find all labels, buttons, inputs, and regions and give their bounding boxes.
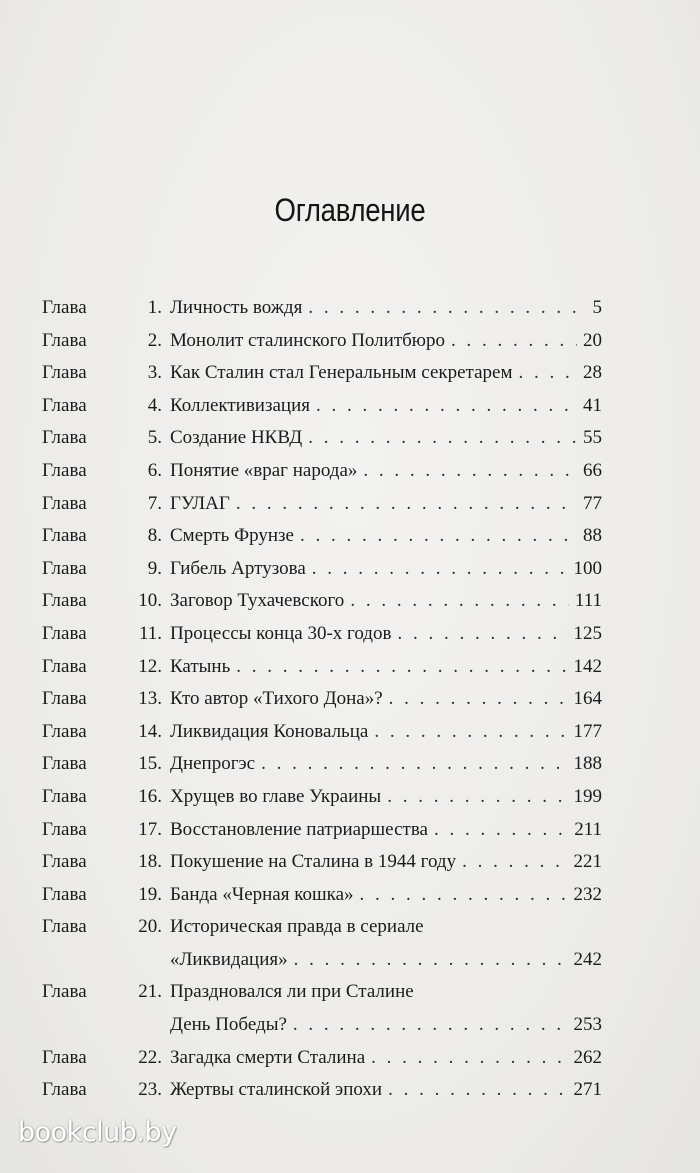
chapter-title: Понятие «враг народа» xyxy=(170,459,358,481)
page-number: 41 xyxy=(583,394,602,416)
toc-entry-line xyxy=(170,325,602,358)
chapter-number: 17. xyxy=(138,818,162,840)
chapter-title: Заговор Тухачевского xyxy=(170,590,345,612)
chapter-number: 12. xyxy=(138,655,162,677)
chapter-word: Глава xyxy=(42,492,87,514)
chapter-number: 1. xyxy=(147,297,162,318)
toc-entry-line xyxy=(170,651,602,684)
page-number: 100 xyxy=(573,557,602,579)
toc-entry xyxy=(42,618,602,651)
chapter-title: ГУЛАГ xyxy=(170,492,230,514)
toc-entry xyxy=(42,422,602,455)
chapter-number: 3. xyxy=(147,362,162,384)
toc-entry xyxy=(42,553,602,586)
chapter-word: Глава xyxy=(42,818,87,840)
page-number: 125 xyxy=(573,622,602,644)
chapter-word: Глава xyxy=(42,916,87,938)
toc-entry-line xyxy=(170,716,602,749)
toc-entry-line xyxy=(170,911,602,944)
chapter-number: 16. xyxy=(138,785,162,807)
toc-entry-line xyxy=(170,879,602,912)
chapter-word: Глава xyxy=(42,329,87,351)
chapter-number: 19. xyxy=(138,883,162,905)
dot-leader xyxy=(308,422,577,455)
chapter-title: Жертвы сталинской эпохи xyxy=(170,1079,383,1101)
chapter-word: Глава xyxy=(42,1079,87,1101)
dot-leader xyxy=(518,357,577,390)
toc-entry xyxy=(42,814,602,847)
toc-entry-line xyxy=(170,1009,602,1042)
chapter-number: 20. xyxy=(138,916,162,938)
toc-entry-line xyxy=(170,944,602,977)
toc-entry-line xyxy=(170,1042,602,1075)
dot-leader xyxy=(434,814,568,847)
toc-entry-line xyxy=(170,553,602,586)
toc-entry-line xyxy=(170,455,602,488)
chapter-title: Праздновался ли при Сталине xyxy=(170,981,414,1003)
toc-entry-line xyxy=(170,520,602,553)
dot-leader xyxy=(293,1009,568,1042)
chapter-number: 10. xyxy=(138,590,162,612)
toc-entry xyxy=(42,455,602,488)
toc-entry-line xyxy=(170,814,602,847)
dot-leader xyxy=(388,1074,567,1107)
toc-entry-line xyxy=(170,618,602,651)
toc-entry-line xyxy=(170,781,602,814)
toc-entry xyxy=(42,911,602,976)
chapter-number: 18. xyxy=(138,851,162,873)
chapter-title: Ликвидация Коновальца xyxy=(170,720,369,742)
chapter-title: Коллективизация xyxy=(170,394,310,416)
toc-entry-line xyxy=(170,585,602,618)
toc-entry-line xyxy=(170,488,602,521)
page-number: 88 xyxy=(583,525,602,547)
chapter-word: Глава xyxy=(42,883,87,905)
chapter-word: Глава xyxy=(42,394,87,416)
dot-leader xyxy=(363,455,577,488)
dot-leader xyxy=(451,325,577,358)
toc-entry-line xyxy=(170,357,602,390)
toc-entry xyxy=(42,1074,602,1107)
page-number: 262 xyxy=(573,1046,602,1068)
chapter-number: 9. xyxy=(147,557,162,579)
page-number: 211 xyxy=(574,818,602,840)
toc-entry xyxy=(42,976,602,1041)
chapter-word: Глава xyxy=(42,720,87,742)
toc-entry xyxy=(42,651,602,684)
page-number: 177 xyxy=(573,720,602,742)
page-number: 5 xyxy=(592,297,602,318)
dot-leader xyxy=(236,651,567,684)
dot-leader xyxy=(300,520,577,553)
toc-entry xyxy=(42,520,602,553)
chapter-word: Глава xyxy=(42,753,87,775)
chapter-title: Создание НКВД xyxy=(170,427,303,449)
chapter-number: 15. xyxy=(138,753,162,775)
dot-leader xyxy=(236,488,577,521)
dot-leader xyxy=(294,944,568,977)
toc-entry xyxy=(42,748,602,781)
page-number: 221 xyxy=(573,851,602,873)
chapter-number: 5. xyxy=(147,427,162,449)
dot-leader xyxy=(261,748,567,781)
chapter-title: Процессы конца 30-х годов xyxy=(170,622,392,644)
dot-leader xyxy=(374,716,567,749)
chapter-number: 11. xyxy=(138,622,162,644)
page-title: Оглавление xyxy=(274,192,426,228)
page-number: 77 xyxy=(583,492,602,514)
toc-entry xyxy=(42,716,602,749)
dot-leader xyxy=(316,390,577,423)
chapter-word: Глава xyxy=(42,362,87,384)
chapter-number: 23. xyxy=(138,1079,162,1101)
chapter-word: Глава xyxy=(42,525,87,547)
chapter-word: Глава xyxy=(42,459,87,481)
page-number: 271 xyxy=(573,1079,602,1101)
chapter-word: Глава xyxy=(42,557,87,579)
chapter-number: 22. xyxy=(138,1046,162,1068)
chapter-number: 14. xyxy=(138,720,162,742)
chapter-word: Глава xyxy=(42,590,87,612)
chapter-word: Глава xyxy=(42,981,87,1003)
dot-leader xyxy=(389,683,568,716)
chapter-title: «Ликвидация» xyxy=(170,948,288,970)
table-of-contents xyxy=(42,292,602,1107)
chapter-title: Личность вождя xyxy=(170,297,303,318)
chapter-number: 21. xyxy=(138,981,162,1003)
page-number: 164 xyxy=(573,688,602,710)
toc-entry xyxy=(42,390,602,423)
chapter-title: Смерть Фрунзе xyxy=(170,525,294,547)
chapter-title: Днепрогэс xyxy=(170,753,256,775)
toc-entry xyxy=(42,683,602,716)
toc-entry-line xyxy=(170,846,602,879)
chapter-title: Гибель Артузова xyxy=(170,557,306,579)
chapter-word: Глава xyxy=(42,427,87,449)
page-number: 55 xyxy=(583,427,602,449)
toc-entry-line xyxy=(170,292,602,325)
page-number: 66 xyxy=(583,459,602,481)
chapter-word: Глава xyxy=(42,1046,87,1068)
toc-entry-line xyxy=(170,422,602,455)
chapter-title: Катынь xyxy=(170,655,231,677)
chapter-number: 7. xyxy=(147,492,162,514)
chapter-number: 6. xyxy=(147,459,162,481)
chapter-number: 13. xyxy=(138,688,162,710)
chapter-number: 8. xyxy=(147,525,162,547)
chapter-word: Глава xyxy=(42,785,87,807)
dot-leader xyxy=(397,618,567,651)
dot-leader xyxy=(308,292,586,325)
chapter-number: 4. xyxy=(147,394,162,416)
page-number: 28 xyxy=(583,362,602,384)
dot-leader xyxy=(462,846,567,879)
toc-entry-line xyxy=(170,1074,602,1107)
chapter-word: Глава xyxy=(42,297,87,318)
toc-entry xyxy=(42,292,602,325)
page-number: 111 xyxy=(574,590,602,612)
watermark-text: bookclub.by xyxy=(18,1117,177,1148)
dot-leader xyxy=(312,553,568,586)
page-number: 142 xyxy=(573,655,602,677)
page-number: 199 xyxy=(573,785,602,807)
dot-leader xyxy=(350,585,569,618)
chapter-title: Историческая правда в сериале xyxy=(170,916,424,938)
page-number: 253 xyxy=(573,1014,602,1036)
chapter-title: Как Сталин стал Генеральным секретарем xyxy=(170,362,513,384)
chapter-title: Хрущев во главе Украины xyxy=(170,785,382,807)
toc-entry-line xyxy=(170,976,602,1009)
toc-entry xyxy=(42,585,602,618)
chapter-word: Глава xyxy=(42,688,87,710)
page-number: 242 xyxy=(573,948,602,970)
dot-leader xyxy=(387,781,567,814)
page-number: 20 xyxy=(583,329,602,351)
toc-entry xyxy=(42,879,602,912)
toc-entry xyxy=(42,846,602,879)
toc-entry xyxy=(42,357,602,390)
chapter-word: Глава xyxy=(42,655,87,677)
toc-entry xyxy=(42,325,602,358)
dot-leader xyxy=(371,1042,567,1075)
toc-entry-line xyxy=(170,683,602,716)
toc-entry-line xyxy=(170,748,602,781)
chapter-number: 2. xyxy=(147,329,162,351)
chapter-word: Глава xyxy=(42,851,87,873)
chapter-title: Монолит сталинского Политбюро xyxy=(170,329,445,351)
toc-entry xyxy=(42,1042,602,1075)
chapter-title: Банда «Черная кошка» xyxy=(170,883,354,905)
chapter-title: Кто автор «Тихого Дона»? xyxy=(170,688,383,710)
dot-leader xyxy=(360,879,568,912)
chapter-title: День Победы? xyxy=(170,1014,287,1036)
toc-entry xyxy=(42,488,602,521)
toc-entry-line xyxy=(170,390,602,423)
page-number: 188 xyxy=(573,753,602,775)
page-number: 232 xyxy=(573,883,602,905)
chapter-title: Восстановление патриаршества xyxy=(170,818,428,840)
toc-entry xyxy=(42,781,602,814)
chapter-word: Глава xyxy=(42,622,87,644)
chapter-title: Покушение на Сталина в 1944 году xyxy=(170,851,457,873)
chapter-title: Загадка смерти Сталина xyxy=(170,1046,366,1068)
